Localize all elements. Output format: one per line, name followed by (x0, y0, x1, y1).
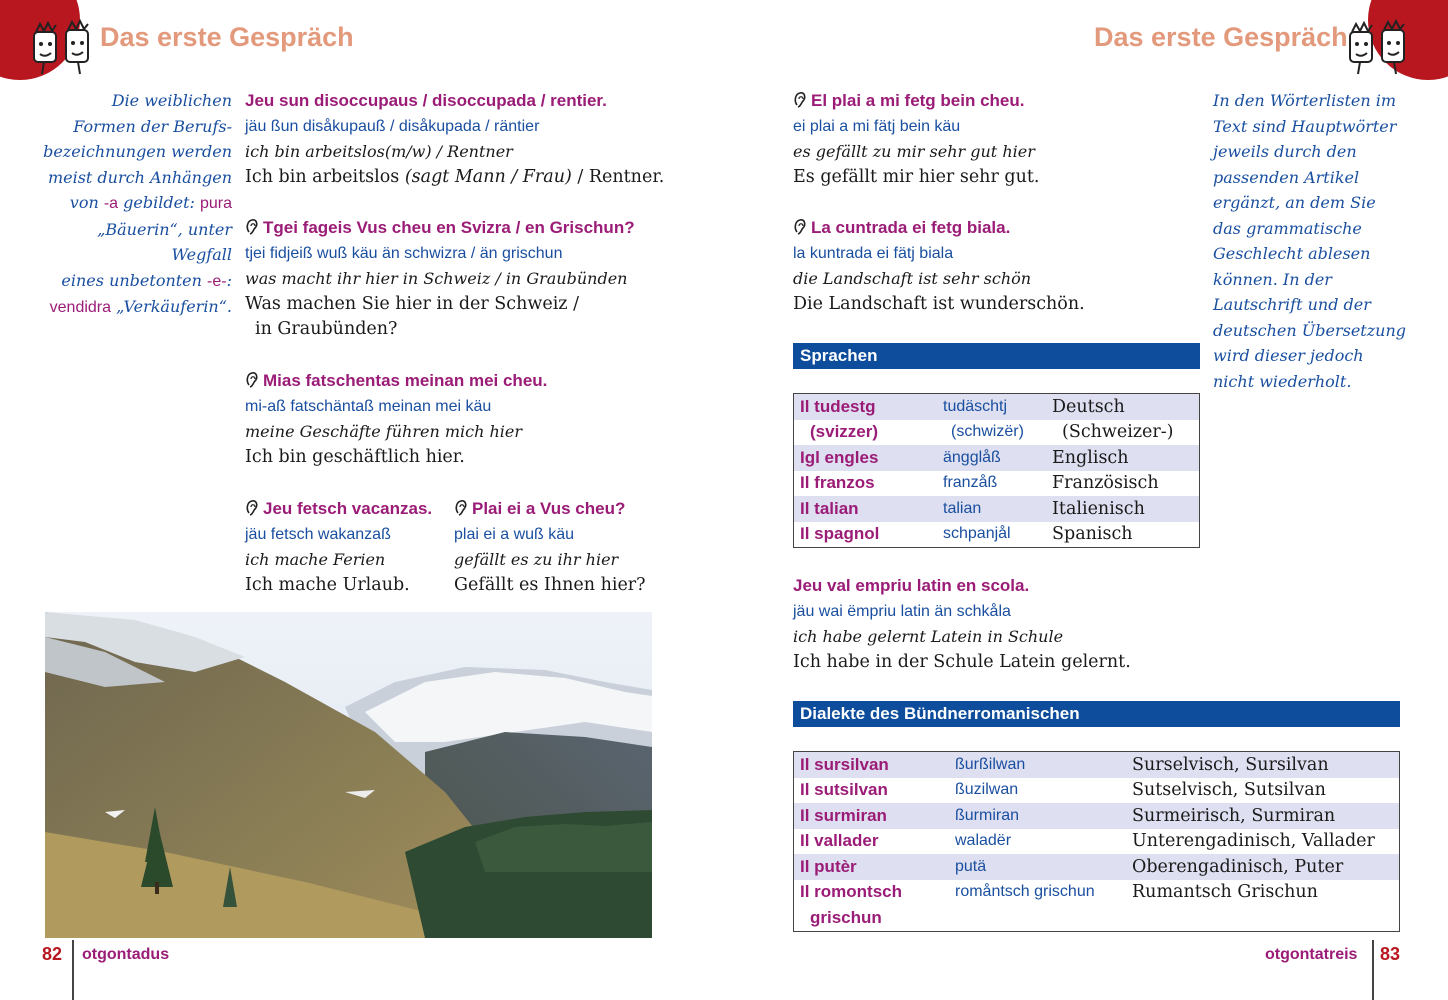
romansh-phrase: Plai ei a Vus cheu? (454, 496, 664, 522)
ear-icon (245, 218, 259, 236)
literal-gloss: meine Geschäfte führen mich hier (245, 422, 523, 441)
pronunciation: jäu ßun disåkupauß / disåkupada / räntier (245, 117, 540, 135)
section-bar-dialects: Dialekte des Bündnerromanischen (793, 701, 1400, 727)
table-row (794, 854, 1400, 880)
literal-gloss: ich habe gelernt Latein in Schule (793, 627, 1064, 646)
german-translation: Ich bin arbeitslos (sagt Mann / Frau) / Rentner. (245, 166, 665, 187)
ear-icon (245, 371, 259, 389)
section-bar-languages: Sprachen (793, 343, 1200, 369)
table-row (794, 445, 1200, 471)
sidebar-note-left (40, 88, 232, 321)
german-word: Oberengadinisch, Puter (1126, 854, 1400, 880)
sidebar-line: Text sind Hauptwörter (1213, 116, 1397, 136)
pronunciation: (schwizër) (951, 423, 1024, 441)
german-word: Surselvisch, Sursilvan (1126, 752, 1400, 778)
footer-divider (72, 940, 74, 1000)
german-word: (Schweizer-) (1062, 422, 1174, 443)
sidebar-line: von -a gebildet: pura (69, 193, 232, 212)
sidebar-line: wird dieser jedoch (1213, 346, 1364, 365)
pronunciation: ßurßilwan (949, 752, 1126, 778)
pronunciation (949, 905, 1126, 931)
german-translation: Was machen Sie hier in der Schweiz / (245, 293, 579, 314)
pronunciation: talian (937, 496, 1046, 522)
page-number-left: 82 (42, 944, 63, 964)
phrase-block (245, 368, 665, 470)
romansh-word: Il spagnol (800, 524, 880, 544)
sidebar-line: Lautschrift und der (1213, 295, 1371, 314)
sidebar-line: nicht wiederholt. (1213, 371, 1352, 391)
pronunciation: ßurmiran (949, 803, 1126, 829)
pronunciation: ängglåß (937, 445, 1046, 471)
german-word: Italienisch (1046, 496, 1200, 522)
romansh-word: Il putèr (794, 854, 950, 880)
sidebar-line: das grammatische (1213, 218, 1362, 238)
pronunciation: jäu fetsch wakanzaß (245, 525, 391, 543)
german-word: Englisch (1046, 445, 1200, 471)
german-word: Surmeirisch, Surmiran (1126, 803, 1400, 829)
pronunciation: tjei fidjeiß wuß käu än schwizra / än grischun (245, 244, 563, 262)
sidebar-line: deutschen Übersetzung (1213, 320, 1407, 340)
romansh-word: (svizzer) (810, 422, 879, 442)
pronunciation: putä (949, 854, 1126, 880)
german-word: Rumantsch Grischun (1132, 882, 1318, 903)
ear-icon (793, 218, 807, 236)
sidebar-line: meist durch Anhängen (47, 167, 232, 187)
romansh-word: Il sursilvan (794, 752, 950, 778)
pronunciation: schpanjål (943, 525, 1011, 543)
pronunciation: ßuzilwan (955, 781, 1019, 799)
sidebar-line: ergänzt, an dem Sie (1213, 193, 1376, 212)
german-word (1126, 905, 1400, 931)
page-header-left: Das erste Gespräch (100, 22, 354, 52)
phrase-block (793, 573, 1213, 675)
romansh-word: grischun (794, 905, 950, 931)
table-row (794, 471, 1200, 497)
literal-gloss: gefällt es zu ihr hier (454, 550, 619, 569)
table-row (794, 522, 1200, 548)
romansh-word: Il franzos (800, 473, 875, 493)
pronunciation: mi-aß fatschäntaß meinan mei käu (245, 397, 492, 415)
romansh-phrase: Tgei fageis Vus cheu en Svizra / en Grischun? (245, 215, 665, 241)
page-number-right: 83 (1380, 944, 1401, 964)
german-translation: Ich habe in der Schule Latein gelernt. (793, 651, 1131, 672)
romansh-phrase: El plai a mi fetg bein cheu. (793, 88, 1213, 114)
table-row (794, 829, 1400, 855)
literal-gloss: ich mache Ferien (245, 550, 386, 569)
german-translation: Ich bin geschäftlich hier. (245, 446, 465, 467)
footer-divider (1372, 940, 1374, 1000)
romansh-phrase: Jeu fetsch vacanzas. (245, 496, 450, 522)
german-translation: Gefällt es Ihnen hier? (454, 574, 646, 595)
ear-icon (245, 499, 259, 517)
conversation-faces-icon (30, 18, 96, 78)
sidebar-line: „Bäuerin“, unter Wegfall (97, 219, 232, 264)
romansh-word: Il tudestg (794, 394, 938, 420)
romansh-phrase: Jeu val empriu latin en scola. (793, 576, 1030, 595)
phrase-block (793, 88, 1213, 190)
languages-table (793, 393, 1200, 548)
literal-gloss: was macht ihr hier in Schweiz / in Graubünden (245, 269, 628, 288)
pronunciation: romåntsch grischun (955, 883, 1095, 901)
ear-icon (454, 499, 468, 517)
table-row (794, 752, 1400, 778)
sidebar-line: Geschlecht ablesen (1213, 244, 1371, 263)
mountain-landscape-photo (45, 612, 652, 938)
pronunciation: franzåß (943, 474, 998, 492)
sidebar-line: Die weiblichen (111, 91, 232, 110)
german-word: Französisch (1052, 473, 1159, 494)
sidebar-line: vendidra „Verkäuferin“. (49, 297, 232, 316)
sidebar-note-right (1213, 88, 1428, 394)
german-word: Deutsch (1046, 394, 1200, 420)
romansh-phrase: Jeu sun disoccupaus / disoccupada / rentier. (245, 91, 607, 110)
page-word-right: otgontatreis (1265, 946, 1358, 963)
german-translation: Ich mache Urlaub. (245, 574, 410, 595)
conversation-faces-icon (1346, 18, 1412, 78)
literal-gloss: die Landschaft ist sehr schön (793, 269, 1032, 288)
dialects-table (793, 751, 1400, 932)
phrase-block (245, 215, 665, 343)
sidebar-line: jeweils durch den (1213, 142, 1357, 161)
table-row (794, 778, 1400, 804)
literal-gloss: ich bin arbeitslos(m/w) / Rentner (245, 142, 513, 161)
sidebar-line: In den Wörterlisten im (1213, 91, 1397, 110)
phrase-block (245, 88, 665, 190)
ear-icon (793, 91, 807, 109)
phrase-block (793, 215, 1213, 317)
romansh-phrase: Mias fatschentas meinan mei cheu. (245, 368, 665, 394)
table-row (794, 880, 1400, 906)
pronunciation: waladër (955, 832, 1012, 850)
page-header-right: Das erste Gespräch (1094, 22, 1348, 52)
german-translation: in Graubünden? (255, 319, 398, 339)
romansh-word: Il sutsilvan (800, 780, 888, 800)
romansh-word: Il talian (794, 496, 938, 522)
sidebar-line: passenden Artikel (1213, 167, 1360, 187)
sidebar-line: Formen der Berufs- (73, 116, 232, 136)
romansh-word: Il vallader (800, 831, 879, 851)
literal-gloss: es gefällt zu mir sehr gut hier (793, 142, 1035, 161)
romansh-phrase: La cuntrada ei fetg biala. (793, 215, 1213, 241)
table-row (794, 803, 1400, 829)
table-row (794, 496, 1200, 522)
romansh-word: Il romontsch (800, 882, 903, 902)
romansh-word: Igl engles (794, 445, 938, 471)
page-word-left: otgontadus (82, 946, 170, 963)
german-word: Spanisch (1052, 524, 1133, 545)
sidebar-line: können. In der (1213, 269, 1332, 289)
pronunciation: ei plai a mi fätj bein käu (793, 117, 961, 135)
pronunciation: tudäschtj (937, 394, 1046, 420)
sidebar-line: eines unbetonten -e-: (61, 270, 232, 290)
german-word: Unterengadinisch, Vallader (1132, 831, 1375, 852)
german-translation: Die Landschaft ist wunderschön. (793, 293, 1085, 314)
romansh-word: Il surmiran (794, 803, 950, 829)
table-row (794, 420, 1200, 446)
pronunciation: la kuntrada ei fätj biala (793, 244, 954, 262)
pronunciation: jäu wai ëmpriu latin än schkåla (793, 602, 1011, 620)
phrase-block (245, 496, 450, 598)
german-translation: Es gefällt mir hier sehr gut. (793, 166, 1040, 187)
pronunciation: plai ei a wuß käu (454, 525, 575, 543)
table-row (794, 905, 1400, 931)
phrase-block (454, 496, 664, 598)
table-row (794, 394, 1200, 420)
sidebar-line: bezeichnungen werden (43, 142, 232, 161)
german-word: Sutselvisch, Sutsilvan (1132, 780, 1326, 801)
